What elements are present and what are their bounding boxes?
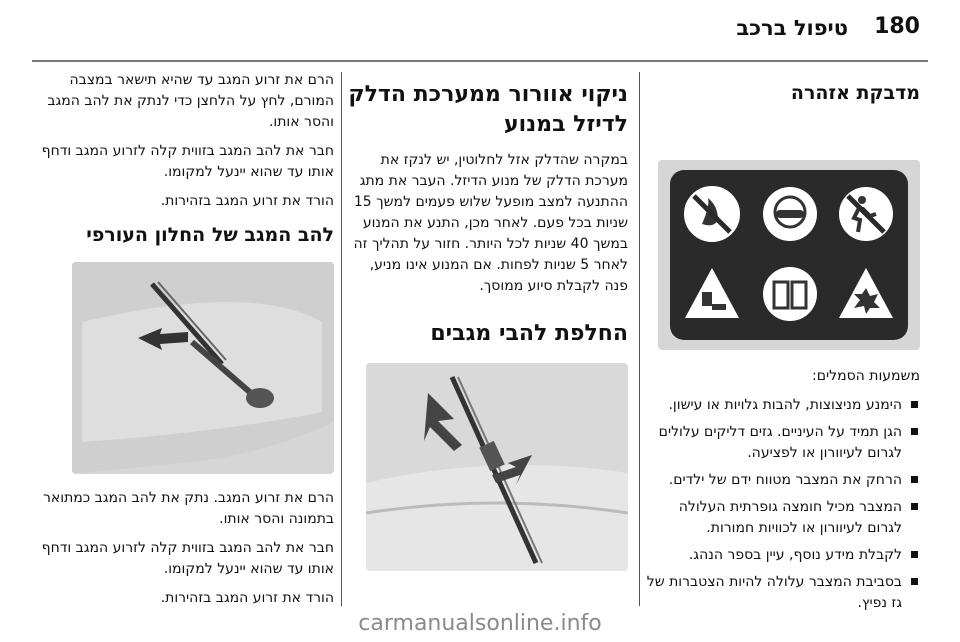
keep-children-away-sign-icon	[836, 184, 896, 244]
page-header	[32, 14, 920, 50]
list-item: הרחק את המצבר מטווח ידם של ילדים.	[640, 470, 920, 491]
watermark: carmanualsonline.info	[358, 611, 602, 636]
rear-wiper-illustration	[72, 262, 334, 474]
list-item: המצבר מכיל חומצה גופרתית העלולה לגרום לעיוורון או לכוויות חמורות.	[640, 497, 920, 539]
middle-column	[344, 70, 628, 606]
rear-wiper-attach-paragraph: חבר את להב המגב בזווית קלה לזרוע המגב ודחף אותו עד שהוא יינעל למקומו.	[41, 540, 334, 577]
list-item: לקבלת מידע נוסף, עיין בספר הנהג.	[640, 545, 920, 566]
rear-wiper-lower-paragraph: הורד את זרוע המגב בזהירות.	[160, 590, 334, 606]
symbols-list	[640, 395, 920, 614]
front-wiper-image	[366, 363, 628, 571]
rear-wiper-detach-paragraph: הרם את זרוע המגב. נתק את להב המגב כמתואר בתמונה והסר אותו.	[43, 490, 334, 527]
wiper-replacement-heading: החלפת להבי מגבים	[430, 321, 628, 346]
page-number: 180	[874, 14, 920, 39]
right-column	[640, 70, 920, 611]
rear-wiper-image	[72, 262, 334, 474]
warning-label-heading: מדבקת אזהרה	[790, 82, 920, 104]
read-manual-sign-icon	[760, 264, 820, 324]
wiper-lift-paragraph: הרם את זרוע המגב עד שהיא תישאר במצבה המורם, לחץ על הלחצן כדי לנתק את להב המגב והסר אותו.	[47, 72, 334, 130]
list-item: בסביבת המצבר עלולה להיות הצטברות של גז נפיץ.	[640, 572, 920, 614]
list-item: הגן תמיד על העיניים. גזים דליקים עלולים לגרום לעיוורון או לפציעה.	[640, 422, 920, 464]
diesel-bleeding-heading: ניקוי אוורור ממערכת הדלק לדיזל במנוע	[348, 82, 628, 137]
warning-signs-panel	[670, 170, 908, 340]
left-column	[38, 70, 334, 606]
header-divider	[32, 60, 928, 62]
eye-protection-sign-icon	[760, 184, 820, 244]
list-item: הימנע מניצוצות, להבות גלויות או עישון.	[640, 395, 920, 416]
explosion-hazard-sign-icon	[836, 264, 896, 324]
wiper-lower-paragraph: הורד את זרוע המגב בזהירות.	[160, 193, 334, 209]
column-divider-left	[341, 72, 342, 606]
symbols-intro: משמעות הסמלים:	[811, 368, 920, 384]
no-fire-sign-icon	[682, 184, 742, 244]
rear-wiper-heading: להב המגב של החלון העורפי	[86, 224, 334, 246]
diesel-bleeding-paragraph: במקרה שהדלק אזל לחלוטין, יש לנקז את מערכת הדלק של מנוע הדיזל. העבר את מתג ההתנעה למצב מופעל שלוש פעמים למשך 15 שניות בכל פעם. לאחר מכן, התנע את המנוע במשך 40 שניות לכל היותר. חזור על תהליך זה לאחר 5 שניות לפחות. אם המנוע אינו מניע, פנה לקבלת סיוע ממוסך.	[353, 152, 628, 294]
acid-hazard-sign-icon	[682, 264, 742, 324]
front-wiper-illustration	[366, 363, 628, 571]
warning-label-image	[658, 160, 920, 350]
wiper-attach-paragraph: חבר את להב המגב בזווית קלה לזרוע המגב ודחף אותו עד שהוא יינעל למקומו.	[41, 143, 334, 180]
chapter-title: טיפול ברכב	[736, 16, 848, 40]
